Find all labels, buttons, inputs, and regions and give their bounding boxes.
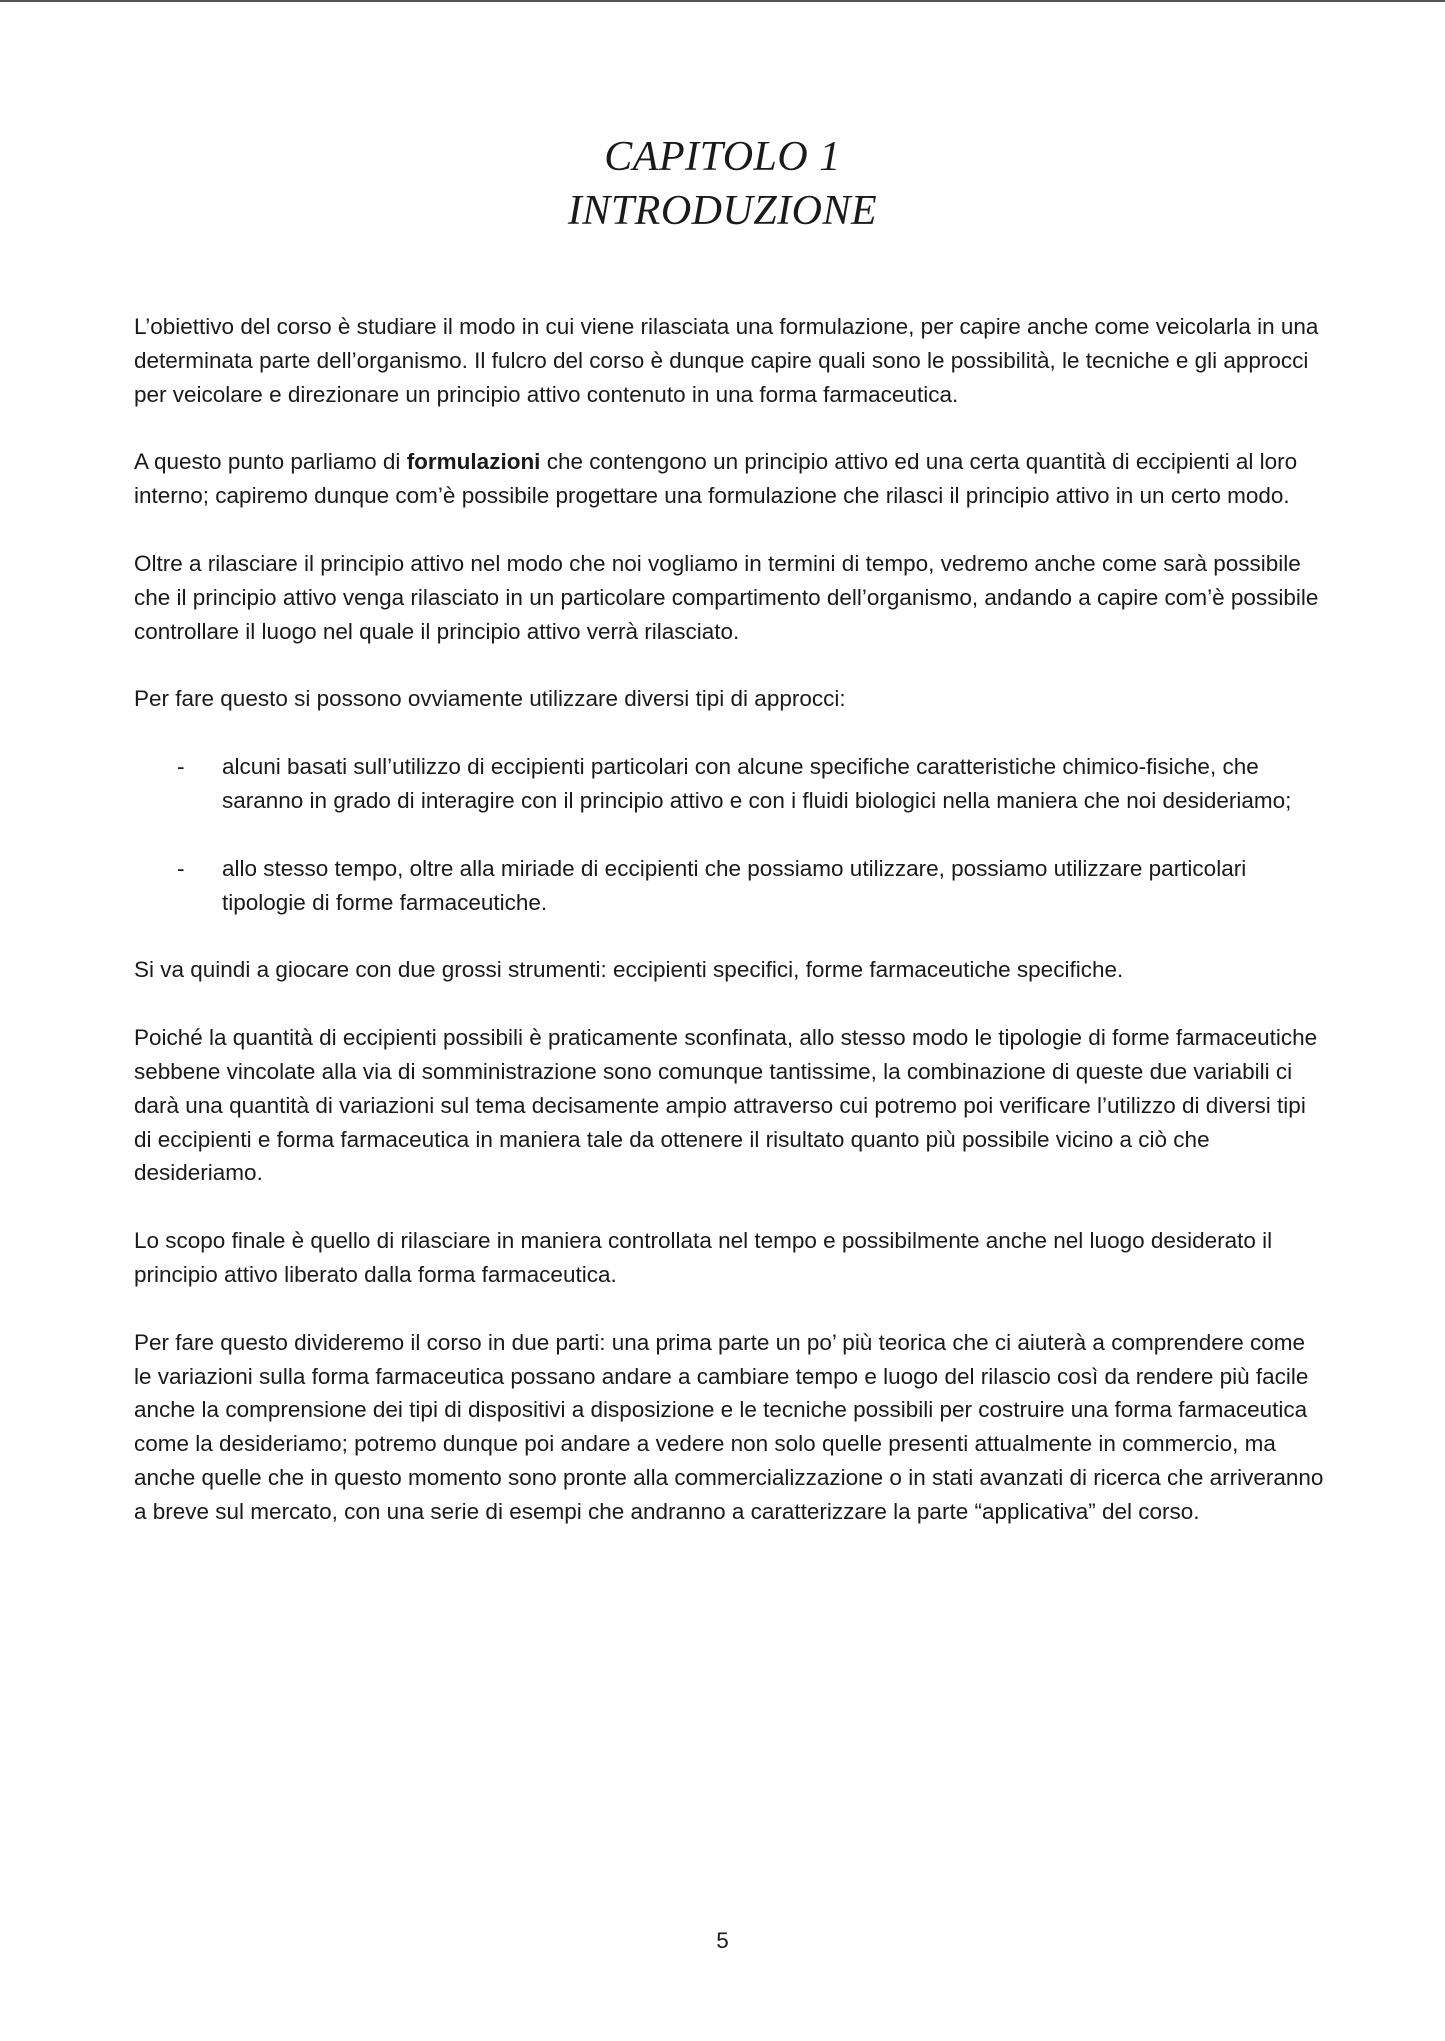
chapter-title: INTRODUZIONE bbox=[567, 188, 878, 234]
bold-term-formulazioni: formulazioni bbox=[406, 449, 541, 475]
paragraph-6: Poiché la quantità di eccipienti possibili è praticamente sconfinata, allo stesso modo le tipologie di forme farmaceutiche sebbene vincolate alla via di somministrazione sono comunque tantissime, la combinazione di queste due variabili ci darà una quantità di variazioni sul tema decisamente ampio attraverso cui potremo poi verificare l’utilizzo di diversi tipi di eccipienti e forma farmaceutica in maniera tale da ottenere il risultato quanto più possibile vicino a ciò che desideriamo. bbox=[134, 1025, 1318, 1186]
body-text bbox=[134, 310, 1324, 1563]
list-item-text: allo stesso tempo, oltre alla miriade di eccipienti che possiamo utilizzare, possiamo utilizzare particolari tipologie di forme farmaceutiche. bbox=[222, 855, 1247, 915]
list-item bbox=[134, 750, 1324, 818]
paragraph-2 bbox=[134, 445, 1324, 513]
page-number: 5 bbox=[716, 1928, 729, 1953]
list-dash-marker: - bbox=[177, 855, 185, 881]
chapter-heading bbox=[0, 130, 1445, 238]
paragraph-1: L’obiettivo del corso è studiare il modo in cui viene rilasciata una formulazione, per capire anche come veicolarla in una determinata parte dell’organismo. Il fulcro del corso è dunque capire quali sono le possibilità, le tecniche e gli approcci per veicolare e direzionare un principio attivo contenuto in una forma farmaceutica. bbox=[134, 314, 1319, 407]
paragraph-2-start: A questo punto parliamo di bbox=[134, 449, 407, 475]
chapter-number: CAPITOLO 1 bbox=[604, 134, 841, 180]
paragraph-5: Si va quindi a giocare con due grossi strumenti: eccipienti specifici, forme farmaceutiche specifiche. bbox=[134, 957, 1124, 983]
list-item bbox=[134, 852, 1324, 920]
paragraph-8: Per fare questo divideremo il corso in due parti: una prima parte un po’ più teorica che ci aiuterà a comprendere come le variazioni sulla forma farmaceutica possano andare a cambiare tempo e luogo del rilascio così da rendere più facile anche la comprensione dei tipi di dispositivi a disposizione e le tecniche possibili per costruire una forma farmaceutica come la desideriamo; potremo dunque poi andare a vedere non solo quelle presenti attualmente in commercio, ma anche quelle che in questo momento sono pronte alla commercializzazione o in stati avanzati di ricerca che arriveranno a breve sul mercato, con una serie di esempi che andranno a caratterizzare la parte “applicativa” del corso. bbox=[134, 1329, 1324, 1524]
list-item-text: alcuni basati sull’utilizzo di eccipienti particolari con alcune specifiche caratteristiche chimico-fisiche, che saranno in grado di interagire con il principio attivo e con i fluidi biologici nella maniera che noi desideriamo; bbox=[222, 754, 1292, 813]
list-dash-marker: - bbox=[177, 754, 185, 780]
paragraph-4: Per fare questo si possono ovviamente utilizzare diversi tipi di approcci: bbox=[134, 686, 846, 712]
paragraph-7: Lo scopo finale è quello di rilasciare in maniera controllata nel tempo e possibilmente anche nel luogo desiderato il principio attivo liberato dalla forma farmaceutica. bbox=[134, 1228, 1273, 1287]
paragraph-3: Oltre a rilasciare il principio attivo nel modo che noi vogliamo in termini di tempo, vedremo anche come sarà possibile che il principio attivo venga rilasciato in un particolare compartimento dell’organismo, andando a capire com’è possibile controllare il luogo nel quale il principio attivo verrà rilasciato. bbox=[134, 550, 1319, 644]
paragraph-2-end: che contengono un principio attivo ed una certa quantità di eccipienti al loro interno; capiremo dunque com’è possibile progettare una formulazione che rilasci il principio attivo in un certo modo. bbox=[134, 449, 1298, 509]
approach-list bbox=[134, 750, 1324, 919]
